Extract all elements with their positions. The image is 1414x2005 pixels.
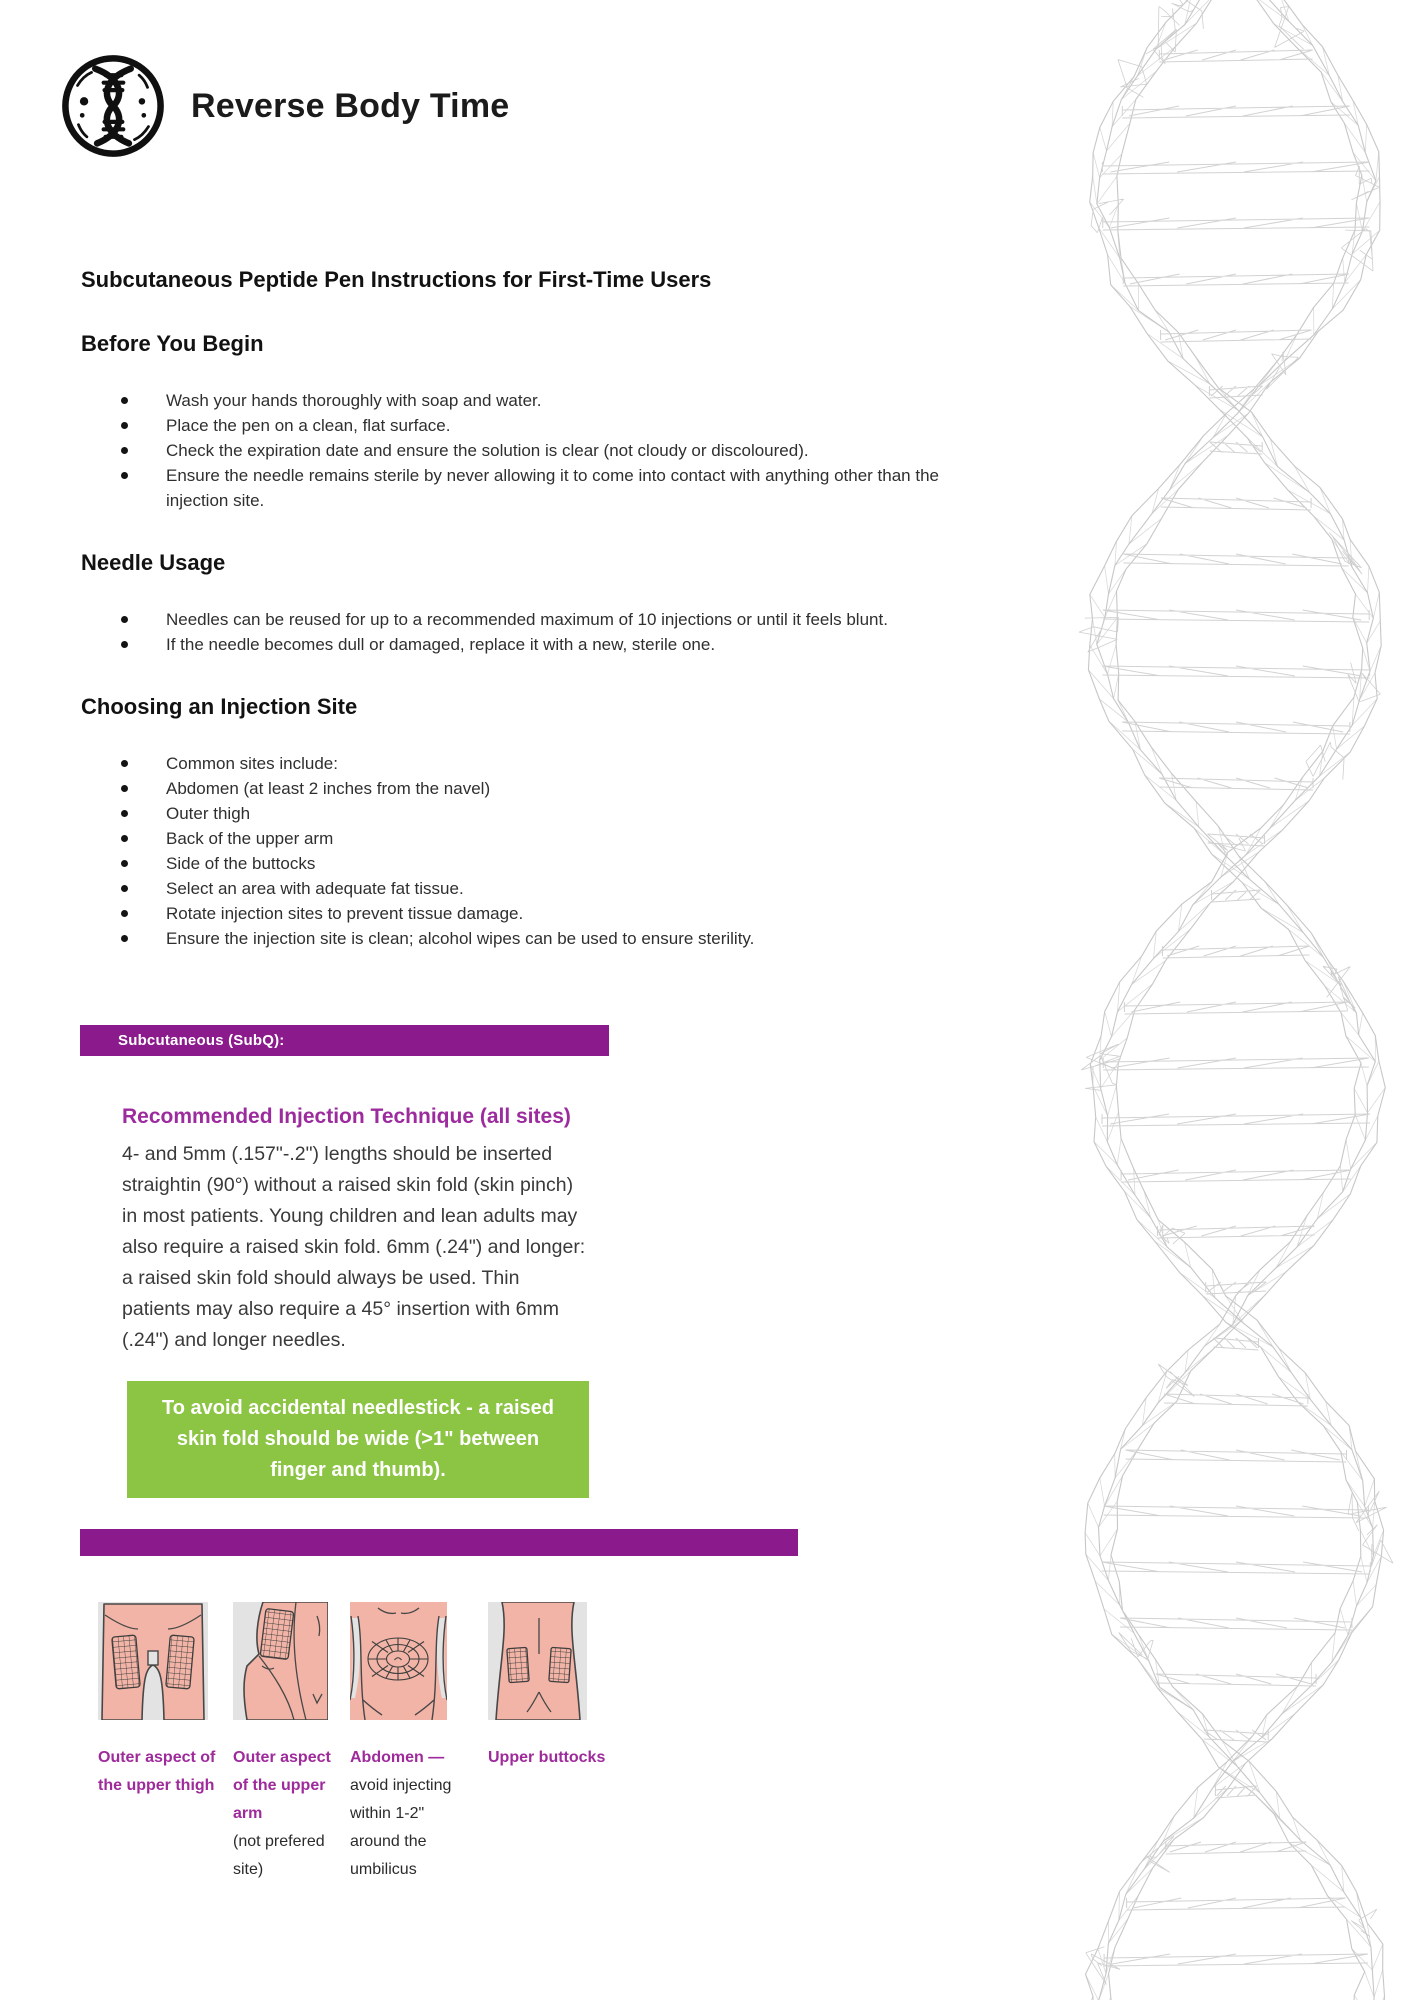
- subq-banner-label: Subcutaneous (SubQ):: [118, 1032, 285, 1049]
- site-note: (not prefered site): [233, 1833, 325, 1878]
- bullet-item: Common sites include:: [81, 751, 986, 776]
- site-note: avoid injecting within 1-2" around the umbilicus: [350, 1777, 452, 1878]
- section-heading-choosing-site: Choosing an Injection Site: [81, 694, 358, 719]
- bullet-item: Rotate injection sites to prevent tissue damage.: [81, 901, 986, 926]
- bullet-item: Needles can be reused for up to a recommended maximum of 10 injections or until it feels blunt.: [81, 607, 986, 632]
- site-column-abdomen: [350, 1602, 472, 1884]
- bullet-item: Select an area with adequate fat tissue.: [81, 876, 986, 901]
- bullet-item: Wash your hands thoroughly with soap and water.: [81, 388, 986, 413]
- purple-divider-bar: [80, 1529, 798, 1556]
- technique-heading: Recommended Injection Technique (all sites): [122, 1105, 571, 1128]
- bullet-item: Abdomen (at least 2 inches from the navel): [81, 776, 986, 801]
- dna-logo-icon: [57, 50, 169, 162]
- bullet-list-choosing-site: [81, 751, 986, 951]
- site-label: Abdomen —: [350, 1749, 445, 1766]
- bullet-item: If the needle becomes dull or damaged, replace it with a new, sterile one.: [81, 632, 986, 657]
- technique-block: [122, 1104, 590, 1356]
- bullet-item: Check the expiration date and ensure the solution is clear (not cloudy or discoloured).: [81, 438, 986, 463]
- brand-name: Reverse Body Time: [191, 86, 510, 125]
- arm-illustration: [233, 1602, 328, 1720]
- bullet-item: Ensure the injection site is clean; alcohol wipes can be used to ensure sterility.: [81, 926, 986, 951]
- bullet-item: Place the pen on a clean, flat surface.: [81, 413, 986, 438]
- dna-helix-background: [984, 0, 1414, 2000]
- bullet-list-before-you-begin: [81, 388, 986, 513]
- site-column-arm: [233, 1602, 345, 1884]
- section-heading-before-you-begin: Before You Begin: [81, 331, 264, 356]
- site-column-thigh: [98, 1602, 233, 1800]
- section-heading-needle-usage: Needle Usage: [81, 550, 226, 575]
- thigh-illustration: [98, 1602, 208, 1720]
- document-body: [81, 266, 986, 951]
- site-label: Upper buttocks: [488, 1749, 606, 1766]
- buttocks-illustration: [488, 1602, 587, 1720]
- technique-body: 4- and 5mm (.157"-.2") lengths should be inserted straightin (90°) without a raised skin fold (skin pinch) in most patients. Young children and lean adults may also require a raised skin fold. 6mm (.24") and longer: a raised skin fold should always be used. Thin patients may also require a 45° insertion with 6mm (.24") and longer needles.: [122, 1143, 586, 1351]
- bullet-list-needle-usage: [81, 607, 986, 657]
- site-column-buttocks: [488, 1602, 628, 1772]
- site-label: Outer aspect of the upper arm: [233, 1749, 331, 1822]
- bullet-item: Outer thigh: [81, 801, 986, 826]
- bullet-item: Back of the upper arm: [81, 826, 986, 851]
- page-title: Subcutaneous Peptide Pen Instructions for First-Time Users: [81, 267, 712, 292]
- header: [57, 50, 509, 162]
- subq-banner: [80, 1025, 609, 1056]
- bullet-item: Side of the buttocks: [81, 851, 986, 876]
- bullet-item: Ensure the needle remains sterile by never allowing it to come into contact with anything other than the injection site.: [81, 463, 986, 513]
- site-label: Outer aspect of the upper thigh: [98, 1749, 216, 1794]
- abdomen-illustration: [350, 1602, 447, 1720]
- needlestick-warning-box: To avoid accidental needlestick - a raised skin fold should be wide (>1" between finger and thumb).: [127, 1381, 589, 1498]
